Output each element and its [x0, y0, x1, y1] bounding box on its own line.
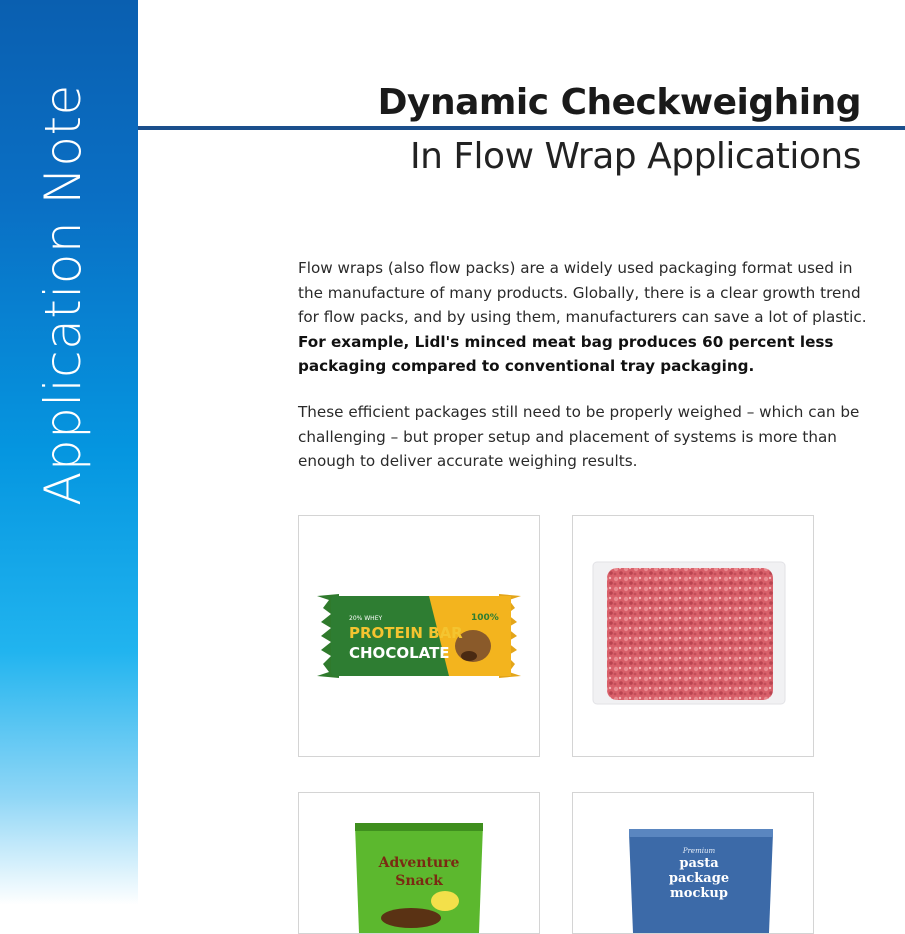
sidebar-label: Application Note: [34, 84, 92, 506]
protein-bar-image: [298, 515, 540, 757]
adventure-snack-illustration: [299, 793, 539, 933]
page-subtitle: In Flow Wrap Applications: [409, 136, 861, 177]
minced-meat-image: [572, 515, 814, 757]
snack-line1: Adventure: [378, 855, 460, 871]
adventure-snack-image: [298, 792, 540, 934]
intro-paragraph: [298, 256, 878, 379]
pasta-line1: pasta: [679, 856, 719, 871]
sidebar-banner: [0, 0, 138, 905]
intro-bold-text: For example, Lidl's minced meat bag produces 60 percent less packaging compared to conventional tray packaging.: [298, 332, 834, 375]
pasta-package-image: [572, 792, 814, 934]
protein-bar-badge: 100%: [471, 613, 499, 623]
protein-bar-line2: CHOCOLATE: [349, 644, 450, 662]
protein-bar-small-text: 20% WHEY: [349, 615, 383, 622]
pasta-line2: package: [668, 871, 730, 886]
pasta-package-illustration: [573, 793, 813, 933]
pasta-line3: mockup: [670, 886, 728, 901]
protein-bar-illustration: [299, 516, 539, 756]
pasta-line0: Premium: [682, 847, 716, 855]
intro-text: Flow wraps (also flow packs) are a widely used packaging format used in the manufacture of many products. Globally, there is a clear growth trend for flow packs, and by using them, manufacturers can save a lot of plastic.: [298, 259, 867, 326]
page-title: Dynamic Checkweighing: [377, 82, 861, 123]
title-divider: [138, 126, 905, 130]
snack-line2: Snack: [395, 873, 443, 889]
protein-bar-line1: PROTEIN BAR: [349, 624, 463, 642]
second-paragraph: These efficient packages still need to be properly weighed – which can be challenging – but proper setup and placement of systems is more than enough to deliver accurate weighing results.: [298, 403, 860, 470]
minced-meat-illustration: [573, 516, 813, 756]
